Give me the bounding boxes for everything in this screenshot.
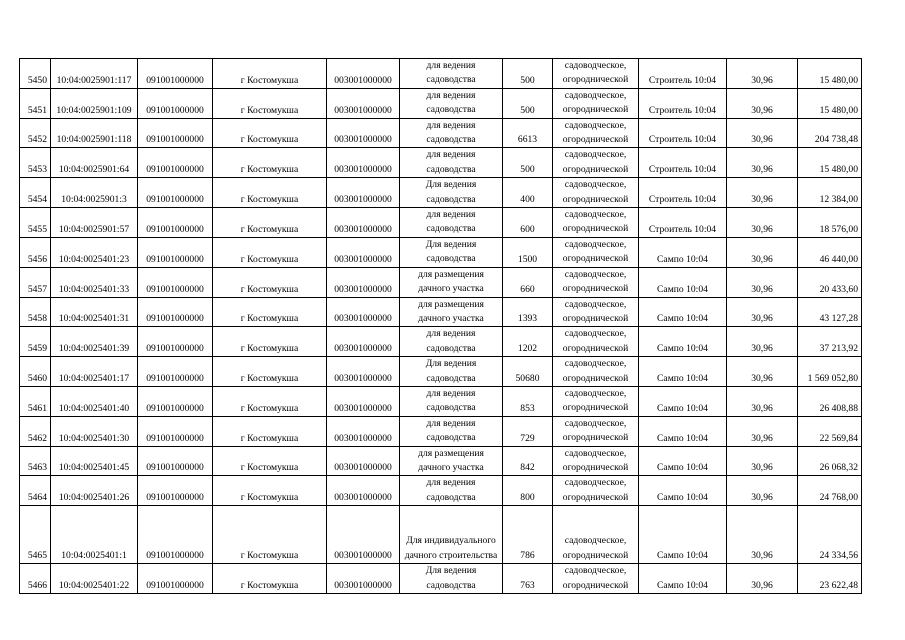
city-cell: г Костомукша — [213, 148, 327, 178]
permitted-use-cell: для ведения садоводства — [400, 148, 503, 178]
row-number-cell: 5461 — [20, 386, 51, 416]
cadastral-number-cell: 10:04:0025901:57 — [51, 208, 138, 238]
cadastral-number-cell: 10:04:0025901:118 — [51, 118, 138, 148]
cadastral-value-cell: 15 480,00 — [798, 148, 862, 178]
valuation-zone-cell: Строитель 10:04 — [639, 88, 727, 118]
area-cell: 50680 — [503, 357, 553, 387]
area-cell: 1500 — [503, 237, 553, 267]
land-category-cell: садоводческое, огороднической — [553, 118, 639, 148]
permitted-use-cell: Для индивидуального дачного строительства — [400, 506, 503, 564]
table-row — [20, 357, 862, 387]
cadastral-number-cell: 10:04:0025901:109 — [51, 88, 138, 118]
table-row — [20, 267, 862, 297]
oktmo-code-cell: 003001000000 — [327, 237, 400, 267]
cadastral-number-cell: 10:04:0025401:1 — [51, 506, 138, 564]
okato-code-cell: 091001000000 — [138, 88, 213, 118]
city-cell: г Костомукша — [213, 297, 327, 327]
specific-value-cell: 30,96 — [727, 208, 798, 238]
row-number-cell: 5464 — [20, 476, 51, 506]
land-category-cell: садоводческое, огороднической — [553, 564, 639, 594]
city-cell: г Костомукша — [213, 118, 327, 148]
oktmo-code-cell: 003001000000 — [327, 148, 400, 178]
cadastral-value-cell: 22 569,84 — [798, 416, 862, 446]
cadastral-number-cell: 10:04:0025901:117 — [51, 59, 138, 89]
cadastral-number-cell: 10:04:0025401:17 — [51, 357, 138, 387]
valuation-zone-cell: Строитель 10:04 — [639, 59, 727, 89]
permitted-use-cell: Для ведения садоводства — [400, 237, 503, 267]
area-cell: 500 — [503, 88, 553, 118]
area-cell: 600 — [503, 208, 553, 238]
cadastral-number-cell: 10:04:0025401:26 — [51, 476, 138, 506]
area-cell: 853 — [503, 386, 553, 416]
table-row — [20, 506, 862, 564]
row-number-cell: 5452 — [20, 118, 51, 148]
okato-code-cell: 091001000000 — [138, 476, 213, 506]
cadastral-value-cell: 46 440,00 — [798, 237, 862, 267]
city-cell: г Костомукша — [213, 386, 327, 416]
specific-value-cell: 30,96 — [727, 506, 798, 564]
cadastral-value-cell: 43 127,28 — [798, 297, 862, 327]
oktmo-code-cell: 003001000000 — [327, 88, 400, 118]
row-number-cell: 5466 — [20, 564, 51, 594]
city-cell: г Костомукша — [213, 237, 327, 267]
permitted-use-cell: для размещения дачного участка — [400, 267, 503, 297]
okato-code-cell: 091001000000 — [138, 59, 213, 89]
cadastral-value-cell: 18 576,00 — [798, 208, 862, 238]
oktmo-code-cell: 003001000000 — [327, 59, 400, 89]
specific-value-cell: 30,96 — [727, 88, 798, 118]
okato-code-cell: 091001000000 — [138, 208, 213, 238]
city-cell: г Костомукша — [213, 506, 327, 564]
cadastral-number-cell: 10:04:0025401:33 — [51, 267, 138, 297]
city-cell: г Костомукша — [213, 178, 327, 208]
specific-value-cell: 30,96 — [727, 237, 798, 267]
land-category-cell: садоводческое, огороднической — [553, 506, 639, 564]
oktmo-code-cell: 003001000000 — [327, 327, 400, 357]
area-cell: 763 — [503, 564, 553, 594]
specific-value-cell: 30,96 — [727, 386, 798, 416]
area-cell: 500 — [503, 148, 553, 178]
cadastral-number-cell: 10:04:0025901:3 — [51, 178, 138, 208]
oktmo-code-cell: 003001000000 — [327, 416, 400, 446]
cadastral-value-cell: 26 068,32 — [798, 446, 862, 476]
city-cell: г Костомукша — [213, 446, 327, 476]
row-number-cell: 5462 — [20, 416, 51, 446]
area-cell: 400 — [503, 178, 553, 208]
city-cell: г Костомукша — [213, 327, 327, 357]
land-category-cell: садоводческое, огороднической — [553, 386, 639, 416]
land-category-cell: садоводческое, огороднической — [553, 237, 639, 267]
okato-code-cell: 091001000000 — [138, 446, 213, 476]
oktmo-code-cell: 003001000000 — [327, 564, 400, 594]
okato-code-cell: 091001000000 — [138, 564, 213, 594]
cadastral-number-cell: 10:04:0025401:30 — [51, 416, 138, 446]
cadastral-value-cell: 20 433,60 — [798, 267, 862, 297]
cadastral-value-cell: 1 569 052,80 — [798, 357, 862, 387]
table-row — [20, 476, 862, 506]
city-cell: г Костомукша — [213, 208, 327, 238]
cadastral-value-cell: 15 480,00 — [798, 88, 862, 118]
okato-code-cell: 091001000000 — [138, 297, 213, 327]
permitted-use-cell: для ведения садоводства — [400, 386, 503, 416]
row-number-cell: 5455 — [20, 208, 51, 238]
specific-value-cell: 30,96 — [727, 476, 798, 506]
land-category-cell: садоводческое, огороднической — [553, 267, 639, 297]
permitted-use-cell: для ведения садоводства — [400, 416, 503, 446]
table-row — [20, 88, 862, 118]
city-cell: г Костомукша — [213, 416, 327, 446]
table-row — [20, 446, 862, 476]
okato-code-cell: 091001000000 — [138, 148, 213, 178]
cadastral-number-cell: 10:04:0025401:39 — [51, 327, 138, 357]
okato-code-cell: 091001000000 — [138, 178, 213, 208]
oktmo-code-cell: 003001000000 — [327, 476, 400, 506]
row-number-cell: 5456 — [20, 237, 51, 267]
land-category-cell: садоводческое, огороднической — [553, 416, 639, 446]
valuation-zone-cell: Строитель 10:04 — [639, 208, 727, 238]
permitted-use-cell: для ведения садоводства — [400, 59, 503, 89]
row-number-cell: 5450 — [20, 59, 51, 89]
land-category-cell: садоводческое, огороднической — [553, 446, 639, 476]
land-category-cell: садоводческое, огороднической — [553, 476, 639, 506]
row-number-cell: 5460 — [20, 357, 51, 387]
specific-value-cell: 30,96 — [727, 357, 798, 387]
area-cell: 6613 — [503, 118, 553, 148]
table-row — [20, 564, 862, 594]
valuation-zone-cell: Сампо 10:04 — [639, 297, 727, 327]
specific-value-cell: 30,96 — [727, 118, 798, 148]
land-valuation-table — [19, 58, 862, 594]
cadastral-value-cell: 24 768,00 — [798, 476, 862, 506]
specific-value-cell: 30,96 — [727, 446, 798, 476]
valuation-zone-cell: Сампо 10:04 — [639, 357, 727, 387]
cadastral-value-cell: 24 334,56 — [798, 506, 862, 564]
cadastral-value-cell: 15 480,00 — [798, 59, 862, 89]
land-category-cell: садоводческое, огороднической — [553, 59, 639, 89]
cadastral-number-cell: 10:04:0025901:64 — [51, 148, 138, 178]
table-row — [20, 327, 862, 357]
specific-value-cell: 30,96 — [727, 327, 798, 357]
valuation-zone-cell: Сампо 10:04 — [639, 327, 727, 357]
row-number-cell: 5465 — [20, 506, 51, 564]
area-cell: 842 — [503, 446, 553, 476]
land-category-cell: садоводческое, огороднической — [553, 357, 639, 387]
valuation-zone-cell: Сампо 10:04 — [639, 476, 727, 506]
specific-value-cell: 30,96 — [727, 178, 798, 208]
table-row — [20, 416, 862, 446]
specific-value-cell: 30,96 — [727, 416, 798, 446]
permitted-use-cell: для ведения садоводства — [400, 476, 503, 506]
row-number-cell: 5451 — [20, 88, 51, 118]
oktmo-code-cell: 003001000000 — [327, 446, 400, 476]
cadastral-number-cell: 10:04:0025401:23 — [51, 237, 138, 267]
permitted-use-cell: для ведения садоводства — [400, 327, 503, 357]
area-cell: 729 — [503, 416, 553, 446]
okato-code-cell: 091001000000 — [138, 118, 213, 148]
permitted-use-cell: Для ведения садоводства — [400, 178, 503, 208]
oktmo-code-cell: 003001000000 — [327, 357, 400, 387]
row-number-cell: 5453 — [20, 148, 51, 178]
cadastral-number-cell: 10:04:0025401:45 — [51, 446, 138, 476]
valuation-zone-cell: Сампо 10:04 — [639, 237, 727, 267]
cadastral-number-cell: 10:04:0025401:31 — [51, 297, 138, 327]
specific-value-cell: 30,96 — [727, 297, 798, 327]
area-cell: 500 — [503, 59, 553, 89]
permitted-use-cell: для ведения садоводства — [400, 208, 503, 238]
row-number-cell: 5454 — [20, 178, 51, 208]
permitted-use-cell: Для ведения садоводства — [400, 564, 503, 594]
city-cell: г Костомукша — [213, 357, 327, 387]
oktmo-code-cell: 003001000000 — [327, 178, 400, 208]
cadastral-value-cell: 37 213,92 — [798, 327, 862, 357]
table-row — [20, 148, 862, 178]
row-number-cell: 5458 — [20, 297, 51, 327]
oktmo-code-cell: 003001000000 — [327, 506, 400, 564]
land-category-cell: садоводческое, огороднической — [553, 148, 639, 178]
city-cell: г Костомукша — [213, 88, 327, 118]
land-category-cell: садоводческое, огороднической — [553, 88, 639, 118]
table-row — [20, 118, 862, 148]
table-row — [20, 386, 862, 416]
valuation-zone-cell: Сампо 10:04 — [639, 564, 727, 594]
table-row — [20, 237, 862, 267]
city-cell: г Костомукша — [213, 476, 327, 506]
table-body — [20, 59, 862, 594]
okato-code-cell: 091001000000 — [138, 237, 213, 267]
cadastral-number-cell: 10:04:0025401:22 — [51, 564, 138, 594]
okato-code-cell: 091001000000 — [138, 416, 213, 446]
okato-code-cell: 091001000000 — [138, 506, 213, 564]
area-cell: 1202 — [503, 327, 553, 357]
table-row — [20, 178, 862, 208]
okato-code-cell: 091001000000 — [138, 357, 213, 387]
specific-value-cell: 30,96 — [727, 267, 798, 297]
table-row — [20, 297, 862, 327]
valuation-zone-cell: Сампо 10:04 — [639, 416, 727, 446]
row-number-cell: 5459 — [20, 327, 51, 357]
permitted-use-cell: для размещения дачного участка — [400, 297, 503, 327]
table-row — [20, 59, 862, 89]
city-cell: г Костомукша — [213, 267, 327, 297]
okato-code-cell: 091001000000 — [138, 327, 213, 357]
permitted-use-cell: для ведения садоводства — [400, 88, 503, 118]
area-cell: 1393 — [503, 297, 553, 327]
oktmo-code-cell: 003001000000 — [327, 208, 400, 238]
land-category-cell: садоводческое, огороднической — [553, 327, 639, 357]
oktmo-code-cell: 003001000000 — [327, 118, 400, 148]
cadastral-value-cell: 12 384,00 — [798, 178, 862, 208]
specific-value-cell: 30,96 — [727, 564, 798, 594]
valuation-zone-cell: Сампо 10:04 — [639, 506, 727, 564]
permitted-use-cell: Для ведения садоводства — [400, 357, 503, 387]
area-cell: 800 — [503, 476, 553, 506]
specific-value-cell: 30,96 — [727, 59, 798, 89]
valuation-zone-cell: Строитель 10:04 — [639, 118, 727, 148]
area-cell: 660 — [503, 267, 553, 297]
okato-code-cell: 091001000000 — [138, 267, 213, 297]
valuation-zone-cell: Строитель 10:04 — [639, 148, 727, 178]
city-cell: г Костомукша — [213, 564, 327, 594]
permitted-use-cell: для ведения садоводства — [400, 118, 503, 148]
oktmo-code-cell: 003001000000 — [327, 297, 400, 327]
specific-value-cell: 30,96 — [727, 148, 798, 178]
land-category-cell: садоводческое, огороднической — [553, 297, 639, 327]
land-category-cell: садоводческое, огороднической — [553, 208, 639, 238]
row-number-cell: 5457 — [20, 267, 51, 297]
valuation-zone-cell: Строитель 10:04 — [639, 178, 727, 208]
cadastral-value-cell: 204 738,48 — [798, 118, 862, 148]
okato-code-cell: 091001000000 — [138, 386, 213, 416]
row-number-cell: 5463 — [20, 446, 51, 476]
oktmo-code-cell: 003001000000 — [327, 386, 400, 416]
cadastral-number-cell: 10:04:0025401:40 — [51, 386, 138, 416]
valuation-zone-cell: Сампо 10:04 — [639, 446, 727, 476]
table-row — [20, 208, 862, 238]
oktmo-code-cell: 003001000000 — [327, 267, 400, 297]
city-cell: г Костомукша — [213, 59, 327, 89]
valuation-zone-cell: Сампо 10:04 — [639, 386, 727, 416]
land-category-cell: садоводческое, огороднической — [553, 178, 639, 208]
cadastral-value-cell: 23 622,48 — [798, 564, 862, 594]
valuation-zone-cell: Сампо 10:04 — [639, 267, 727, 297]
area-cell: 786 — [503, 506, 553, 564]
permitted-use-cell: для размещения дачного участка — [400, 446, 503, 476]
cadastral-value-cell: 26 408,88 — [798, 386, 862, 416]
